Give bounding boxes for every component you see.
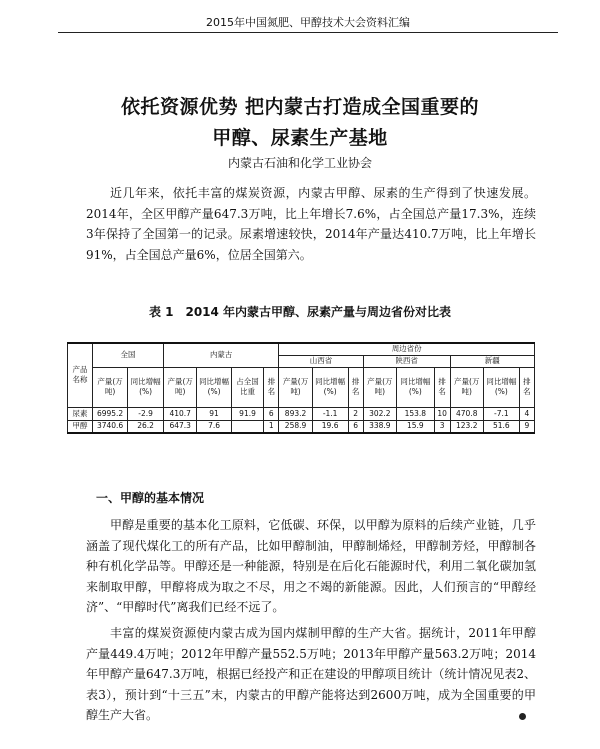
col-sx-output: 产量(万吨): [279, 367, 312, 407]
header-xinjiang: 新疆: [450, 355, 534, 367]
header-shaanxi: 陕西省: [363, 355, 450, 367]
col-sx-yoy: 同比增幅(%): [312, 367, 348, 407]
scan-speck: [519, 713, 526, 720]
col-nat-output: 产量(万吨): [93, 367, 128, 407]
header-national: 全国: [93, 343, 164, 367]
header-surrounding: 周边省份: [279, 343, 535, 355]
col-nat-yoy: 同比增幅(%): [128, 367, 164, 407]
col-im-rank: 排名: [264, 367, 279, 407]
section-heading: 一、甲醇的基本情况: [96, 491, 205, 505]
col-snx-output: 产量(万吨): [363, 367, 396, 407]
col-im-output: 产量(万吨): [164, 367, 197, 407]
production-paragraph: 丰富的煤炭资源使内蒙古成为国内煤制甲醇的生产大省。据统计，2011年甲醇产量449.4万吨；2012年甲醇产量552.5万吨；2013年甲醇产量563.2万吨；2014年甲醇产量647.3万吨，根据已经投产和正在建设的甲醇项目统计（统计情况见表2、表3），预计到“十三五”末，内蒙古的甲醇产能将达到2600万吨，成为全国重要的甲醇生产大省。: [86, 626, 536, 722]
col-im-share: 占全国比重: [231, 367, 263, 407]
col-snx-yoy: 同比增幅(%): [397, 367, 435, 407]
title-line-1: 依托资源优势 把内蒙古打造成全国重要的: [120, 96, 480, 118]
header-shanxi: 山西省: [279, 355, 363, 367]
header-rule: [58, 32, 558, 33]
col-xj-output: 产量(万吨): [450, 367, 483, 407]
running-header: 2015年中国氮肥、甲醇技术大会资料汇编: [206, 16, 410, 29]
col-xj-yoy: 同比增幅(%): [483, 367, 519, 407]
table-row: 甲醇 3740.6 26.2 647.3 7.6 1 258.9 19.6 6 338.9 15.9 3 123.2 51.6 9: [68, 420, 535, 433]
table-caption: 表 1 2014 年内蒙古甲醇、尿素产量与周边省份对比表: [148, 305, 452, 319]
header-product: 产品名称: [68, 343, 93, 407]
comparison-table: [67, 342, 535, 434]
header-inner-mongolia: 内蒙古: [164, 343, 279, 367]
methanol-paragraph: 甲醇是重要的基本化工原料，它低碳、环保，以甲醇为原料的后续产业链，几乎涵盖了现代煤化工的所有产品，比如甲醇制油，甲醇制烯烃，甲醇制芳烃，甲醇制各种有机化学品等。甲醇还是一种能源，特别是在后化石能源时代，利用二氧化碳加氢来制取甲醇，甲醇将成为取之不尽，用之不竭的新能源。因此，人们预言的“甲醇经济”、“甲醇时代”离我们已经不远了。: [86, 518, 536, 614]
table-row: 尿素 6995.2 -2.9 410.7 91 91.9 6 893.2 -1.1 2 302.2 153.8 10 470.8 -7.1 4: [68, 407, 535, 420]
col-snx-rank: 排名: [434, 367, 450, 407]
col-sx-rank: 排名: [348, 367, 363, 407]
col-xj-rank: 排名: [519, 367, 534, 407]
title-line-2: 甲醇、尿素生产基地: [212, 127, 388, 149]
intro-paragraph: 近几年来，依托丰富的煤炭资源，内蒙古甲醇、尿素的生产得到了快速发展。2014年，全区甲醇产量647.3万吨，比上年增长7.6%，占全国总产量17.3%，连续3年保持了全国第一的记录。尿素增速较快，2014年产量达410.7万吨，比上年增长91%，占全国总产量6%，位居全国第六。: [86, 186, 536, 262]
author: 内蒙古石油和化学工业协会: [227, 156, 372, 170]
col-im-yoy: 同比增幅(%): [197, 367, 231, 407]
